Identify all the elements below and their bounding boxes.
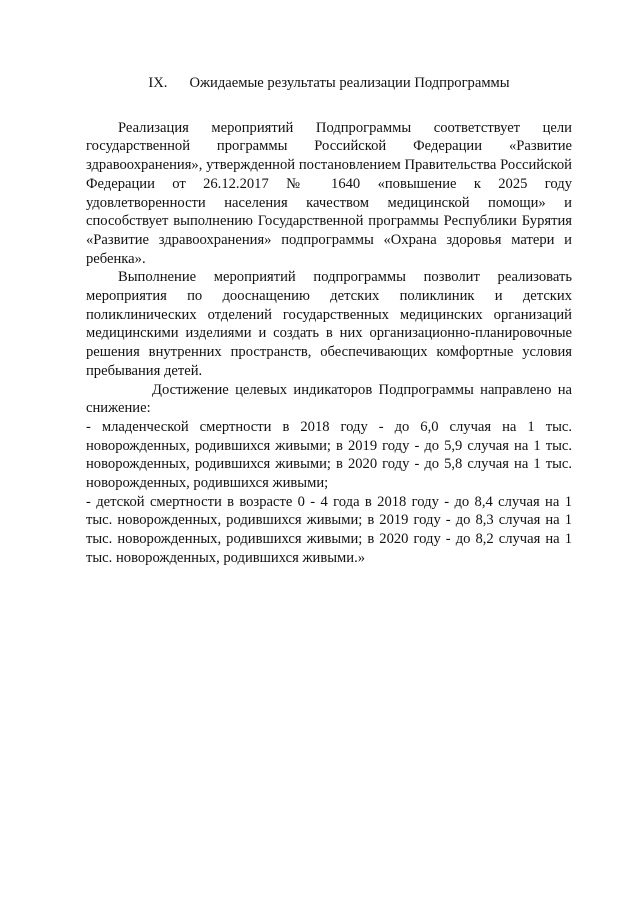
section-heading xyxy=(86,74,572,93)
paragraph-program-goal: Реализация мероприятий Подпрограммы соответствует цели государственной программы Российской Федерации «Развитие здравоохранения», утвержденной постановлением Правительства Российской Федерации от 26.12.2017 № 1640 «повышение к 2025 году удовлетворенности населения качеством медицинской помощи» и способствует выполнению Государственной программы Республики Бурятия «Развитие здравоохранения» подпрограммы «Охрана здоровья матери и ребенка». xyxy=(86,119,572,267)
document-body xyxy=(86,74,572,568)
section-title: Ожидаемые результаты реализации Подпрограммы xyxy=(189,75,510,91)
paragraph-indicators: Достижение целевых индикаторов Подпрограммы направлено на снижение: xyxy=(86,381,572,417)
section-number: IX. xyxy=(148,75,168,91)
paragraph-activities: Выполнение мероприятий подпрограммы позволит реализовать мероприятия по дооснащению детских поликлиник и детских поликлинических отделений государственных медицинских организаций медицинскими изделиями и создать в них организационно-планировочные решения внутренних пространств, обеспечивающих комфортные условия пребывания детей. xyxy=(86,269,572,379)
list-item-child-mortality: - детской смертности в возрасте 0 - 4 года в 2018 году - до 8,4 случая на 1 тыс. новорожденных, родившихся живыми; в 2019 году - до 8,3 случая на 1 тыс. новорожденных, родившихся живыми; в 2020 году - до 8,2 случая на 1 тыс. новорожденных, родившихся живыми.» xyxy=(86,493,572,566)
list-item-infant-mortality: - младенческой смертности в 2018 году - до 6,0 случая на 1 тыс. новорожденных, родившихся живыми; в 2019 году - до 5,9 случая на 1 тыс. новорожденных, родившихся живыми; в 2020 году - до 5,8 случая на 1 тыс. новорожденных, родившихся живыми; xyxy=(86,418,572,492)
